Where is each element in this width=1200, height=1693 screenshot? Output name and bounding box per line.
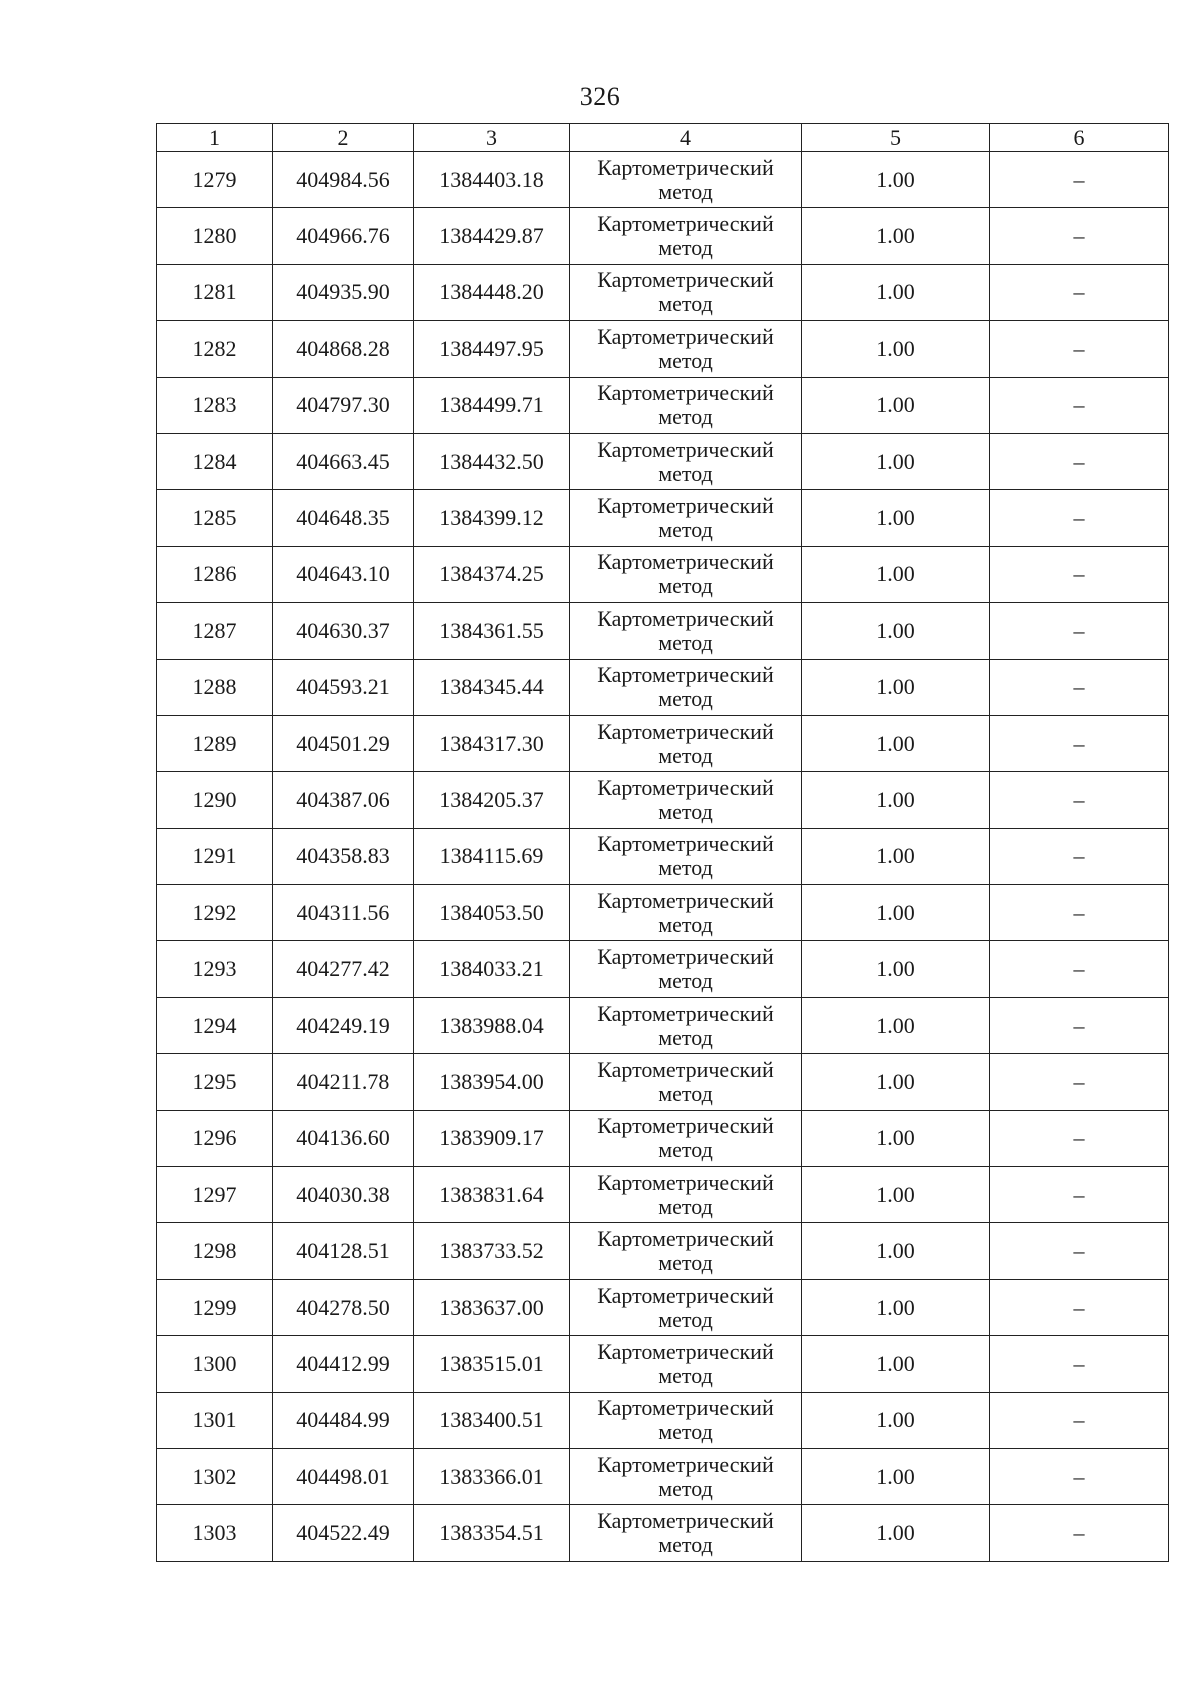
- point-number-cell: 1303: [157, 1505, 273, 1561]
- y-coordinate-cell: 1384399.12: [414, 490, 570, 546]
- accuracy-cell: 1.00: [802, 1054, 990, 1110]
- point-number-cell: 1283: [157, 377, 273, 433]
- note-cell: –: [990, 603, 1169, 659]
- method-line-1: Картометрический: [597, 718, 774, 744]
- x-coordinate-cell: 404412.99: [273, 1336, 414, 1392]
- point-number-cell: 1302: [157, 1448, 273, 1504]
- x-coordinate-cell: 404358.83: [273, 828, 414, 884]
- table-row: [157, 603, 1169, 659]
- method-cell: [570, 208, 802, 264]
- method-line-2: метод: [658, 1080, 713, 1106]
- page-number: 326: [579, 82, 621, 111]
- accuracy-cell: 1.00: [802, 208, 990, 264]
- point-number-cell: 1301: [157, 1392, 273, 1448]
- method-cell: [570, 1392, 802, 1448]
- table-row: [157, 1054, 1169, 1110]
- y-coordinate-cell: 1384432.50: [414, 433, 570, 489]
- note-cell: –: [990, 997, 1169, 1053]
- table-row: [157, 1110, 1169, 1166]
- table-row: [157, 208, 1169, 264]
- point-number-cell: 1284: [157, 433, 273, 489]
- point-number-cell: 1289: [157, 715, 273, 771]
- column-header-5: 5: [802, 124, 990, 152]
- method-cell: [570, 264, 802, 320]
- method-line-1: Картометрический: [597, 1508, 774, 1534]
- accuracy-cell: 1.00: [802, 546, 990, 602]
- method-cell: [570, 546, 802, 602]
- x-coordinate-cell: 404030.38: [273, 1167, 414, 1223]
- method-cell: [570, 1448, 802, 1504]
- y-coordinate-cell: 1384448.20: [414, 264, 570, 320]
- note-cell: –: [990, 264, 1169, 320]
- y-coordinate-cell: 1384361.55: [414, 603, 570, 659]
- x-coordinate-cell: 404128.51: [273, 1223, 414, 1279]
- method-cell: [570, 1167, 802, 1223]
- column-header-1: 1: [157, 124, 273, 152]
- accuracy-cell: 1.00: [802, 1223, 990, 1279]
- method-line-1: Картометрический: [597, 380, 774, 406]
- note-cell: –: [990, 1110, 1169, 1166]
- method-cell: [570, 941, 802, 997]
- accuracy-cell: 1.00: [802, 490, 990, 546]
- x-coordinate-cell: 404643.10: [273, 546, 414, 602]
- point-number-cell: 1286: [157, 546, 273, 602]
- method-cell: [570, 1110, 802, 1166]
- accuracy-cell: 1.00: [802, 152, 990, 208]
- method-cell: [570, 997, 802, 1053]
- point-number-cell: 1299: [157, 1279, 273, 1335]
- note-cell: –: [990, 941, 1169, 997]
- table-row: [157, 1505, 1169, 1561]
- note-cell: –: [990, 885, 1169, 941]
- column-header-4: 4: [570, 124, 802, 152]
- table-body: [157, 152, 1169, 1562]
- method-cell: [570, 659, 802, 715]
- y-coordinate-cell: 1383354.51: [414, 1505, 570, 1561]
- table-row: [157, 1167, 1169, 1223]
- x-coordinate-cell: 404593.21: [273, 659, 414, 715]
- accuracy-cell: 1.00: [802, 264, 990, 320]
- x-coordinate-cell: 404648.35: [273, 490, 414, 546]
- note-cell: –: [990, 152, 1169, 208]
- method-line-2: метод: [658, 573, 713, 599]
- note-cell: –: [990, 377, 1169, 433]
- point-number-cell: 1292: [157, 885, 273, 941]
- method-line-2: метод: [658, 798, 713, 824]
- x-coordinate-cell: 404277.42: [273, 941, 414, 997]
- method-cell: [570, 1279, 802, 1335]
- y-coordinate-cell: 1383909.17: [414, 1110, 570, 1166]
- method-line-2: метод: [658, 1137, 713, 1163]
- method-line-2: метод: [658, 235, 713, 261]
- method-line-2: метод: [658, 1419, 713, 1445]
- y-coordinate-cell: 1384374.25: [414, 546, 570, 602]
- accuracy-cell: 1.00: [802, 1167, 990, 1223]
- method-line-2: метод: [658, 911, 713, 937]
- method-cell: [570, 1505, 802, 1561]
- method-cell: [570, 1336, 802, 1392]
- table-row: [157, 1223, 1169, 1279]
- method-line-2: метод: [658, 178, 713, 204]
- x-coordinate-cell: 404966.76: [273, 208, 414, 264]
- method-line-2: метод: [658, 404, 713, 430]
- point-number-cell: 1285: [157, 490, 273, 546]
- x-coordinate-cell: 404387.06: [273, 772, 414, 828]
- accuracy-cell: 1.00: [802, 715, 990, 771]
- note-cell: –: [990, 1336, 1169, 1392]
- table-row: [157, 997, 1169, 1053]
- method-line-1: Картометрический: [597, 1338, 774, 1364]
- method-line-2: метод: [658, 968, 713, 994]
- point-number-cell: 1300: [157, 1336, 273, 1392]
- x-coordinate-cell: 404501.29: [273, 715, 414, 771]
- point-number-cell: 1290: [157, 772, 273, 828]
- x-coordinate-cell: 404484.99: [273, 1392, 414, 1448]
- x-coordinate-cell: 404211.78: [273, 1054, 414, 1110]
- column-header-2: 2: [273, 124, 414, 152]
- method-line-1: Картометрический: [597, 211, 774, 237]
- x-coordinate-cell: 404630.37: [273, 603, 414, 659]
- table-row: [157, 1448, 1169, 1504]
- y-coordinate-cell: 1383637.00: [414, 1279, 570, 1335]
- accuracy-cell: 1.00: [802, 828, 990, 884]
- y-coordinate-cell: 1383831.64: [414, 1167, 570, 1223]
- method-line-1: Картометрический: [597, 1451, 774, 1477]
- accuracy-cell: 1.00: [802, 433, 990, 489]
- method-cell: [570, 490, 802, 546]
- y-coordinate-cell: 1384429.87: [414, 208, 570, 264]
- method-cell: [570, 1223, 802, 1279]
- y-coordinate-cell: 1384205.37: [414, 772, 570, 828]
- table-row: [157, 715, 1169, 771]
- method-line-2: метод: [658, 517, 713, 543]
- method-line-2: метод: [658, 1532, 713, 1558]
- y-coordinate-cell: 1384317.30: [414, 715, 570, 771]
- x-coordinate-cell: 404522.49: [273, 1505, 414, 1561]
- method-line-2: метод: [658, 1250, 713, 1276]
- accuracy-cell: 1.00: [802, 772, 990, 828]
- method-line-1: Картометрический: [597, 323, 774, 349]
- note-cell: –: [990, 208, 1169, 264]
- x-coordinate-cell: 404249.19: [273, 997, 414, 1053]
- point-number-cell: 1296: [157, 1110, 273, 1166]
- accuracy-cell: 1.00: [802, 1392, 990, 1448]
- note-cell: –: [990, 1223, 1169, 1279]
- method-line-1: Картометрический: [597, 1395, 774, 1421]
- method-line-1: Картометрический: [597, 267, 774, 293]
- accuracy-cell: 1.00: [802, 1110, 990, 1166]
- method-cell: [570, 1054, 802, 1110]
- method-cell: [570, 433, 802, 489]
- table-row: [157, 1392, 1169, 1448]
- note-cell: –: [990, 1392, 1169, 1448]
- table-row: [157, 659, 1169, 715]
- y-coordinate-cell: 1384053.50: [414, 885, 570, 941]
- method-line-1: Картометрический: [597, 493, 774, 519]
- method-line-2: метод: [658, 1306, 713, 1332]
- y-coordinate-cell: 1384499.71: [414, 377, 570, 433]
- point-number-cell: 1298: [157, 1223, 273, 1279]
- table-row: [157, 772, 1169, 828]
- point-number-cell: 1287: [157, 603, 273, 659]
- method-line-2: метод: [658, 686, 713, 712]
- point-number-cell: 1293: [157, 941, 273, 997]
- method-cell: [570, 772, 802, 828]
- method-line-1: Картометрический: [597, 662, 774, 688]
- x-coordinate-cell: 404797.30: [273, 377, 414, 433]
- method-line-1: Картометрический: [597, 1169, 774, 1195]
- table-row: [157, 1279, 1169, 1335]
- note-cell: –: [990, 546, 1169, 602]
- table-row: [157, 490, 1169, 546]
- point-number-cell: 1279: [157, 152, 273, 208]
- method-line-2: метод: [658, 460, 713, 486]
- note-cell: –: [990, 1505, 1169, 1561]
- table-row: [157, 885, 1169, 941]
- x-coordinate-cell: 404984.56: [273, 152, 414, 208]
- point-number-cell: 1282: [157, 321, 273, 377]
- method-line-2: метод: [658, 347, 713, 373]
- table-row: [157, 321, 1169, 377]
- x-coordinate-cell: 404136.60: [273, 1110, 414, 1166]
- method-line-1: Картометрический: [597, 1282, 774, 1308]
- table-row: [157, 264, 1169, 320]
- accuracy-cell: 1.00: [802, 997, 990, 1053]
- method-cell: [570, 152, 802, 208]
- point-number-cell: 1291: [157, 828, 273, 884]
- note-cell: –: [990, 1054, 1169, 1110]
- method-cell: [570, 715, 802, 771]
- point-number-cell: 1294: [157, 997, 273, 1053]
- note-cell: –: [990, 490, 1169, 546]
- column-header-6: 6: [990, 124, 1169, 152]
- method-cell: [570, 603, 802, 659]
- note-cell: –: [990, 321, 1169, 377]
- y-coordinate-cell: 1384033.21: [414, 941, 570, 997]
- method-line-1: Картометрический: [597, 887, 774, 913]
- point-number-cell: 1280: [157, 208, 273, 264]
- coordinates-table: [156, 123, 1169, 1562]
- accuracy-cell: 1.00: [802, 941, 990, 997]
- x-coordinate-cell: 404311.56: [273, 885, 414, 941]
- x-coordinate-cell: 404935.90: [273, 264, 414, 320]
- table-row: [157, 941, 1169, 997]
- point-number-cell: 1295: [157, 1054, 273, 1110]
- accuracy-cell: 1.00: [802, 659, 990, 715]
- y-coordinate-cell: 1383988.04: [414, 997, 570, 1053]
- y-coordinate-cell: 1383366.01: [414, 1448, 570, 1504]
- x-coordinate-cell: 404663.45: [273, 433, 414, 489]
- method-line-1: Картометрический: [597, 549, 774, 575]
- table-row: [157, 828, 1169, 884]
- table-row: [157, 546, 1169, 602]
- accuracy-cell: 1.00: [802, 1505, 990, 1561]
- point-number-cell: 1281: [157, 264, 273, 320]
- note-cell: –: [990, 1279, 1169, 1335]
- accuracy-cell: 1.00: [802, 321, 990, 377]
- y-coordinate-cell: 1383515.01: [414, 1336, 570, 1392]
- note-cell: –: [990, 772, 1169, 828]
- method-line-2: метод: [658, 291, 713, 317]
- method-cell: [570, 885, 802, 941]
- method-line-2: метод: [658, 1362, 713, 1388]
- note-cell: –: [990, 433, 1169, 489]
- y-coordinate-cell: 1383400.51: [414, 1392, 570, 1448]
- header-row: [157, 124, 1169, 152]
- accuracy-cell: 1.00: [802, 377, 990, 433]
- note-cell: –: [990, 828, 1169, 884]
- method-line-1: Картометрический: [597, 154, 774, 180]
- table-row: [157, 377, 1169, 433]
- method-line-2: метод: [658, 742, 713, 768]
- method-cell: [570, 321, 802, 377]
- method-line-1: Картометрический: [597, 605, 774, 631]
- method-line-1: Картометрический: [597, 1226, 774, 1252]
- table-row: [157, 152, 1169, 208]
- note-cell: –: [990, 715, 1169, 771]
- method-line-2: метод: [658, 629, 713, 655]
- table-row: [157, 1336, 1169, 1392]
- y-coordinate-cell: 1384497.95: [414, 321, 570, 377]
- method-cell: [570, 828, 802, 884]
- accuracy-cell: 1.00: [802, 1279, 990, 1335]
- note-cell: –: [990, 1167, 1169, 1223]
- method-line-2: метод: [658, 1024, 713, 1050]
- y-coordinate-cell: 1384345.44: [414, 659, 570, 715]
- x-coordinate-cell: 404868.28: [273, 321, 414, 377]
- method-line-1: Картометрический: [597, 1000, 774, 1026]
- method-line-1: Картометрический: [597, 436, 774, 462]
- y-coordinate-cell: 1384403.18: [414, 152, 570, 208]
- y-coordinate-cell: 1384115.69: [414, 828, 570, 884]
- point-number-cell: 1297: [157, 1167, 273, 1223]
- method-line-2: метод: [658, 1475, 713, 1501]
- y-coordinate-cell: 1383954.00: [414, 1054, 570, 1110]
- table-row: [157, 433, 1169, 489]
- accuracy-cell: 1.00: [802, 1336, 990, 1392]
- point-number-cell: 1288: [157, 659, 273, 715]
- x-coordinate-cell: 404278.50: [273, 1279, 414, 1335]
- method-line-2: метод: [658, 1193, 713, 1219]
- method-line-1: Картометрический: [597, 831, 774, 857]
- note-cell: –: [990, 659, 1169, 715]
- method-cell: [570, 377, 802, 433]
- y-coordinate-cell: 1383733.52: [414, 1223, 570, 1279]
- method-line-1: Картометрический: [597, 774, 774, 800]
- accuracy-cell: 1.00: [802, 885, 990, 941]
- accuracy-cell: 1.00: [802, 1448, 990, 1504]
- method-line-1: Картометрический: [597, 1113, 774, 1139]
- accuracy-cell: 1.00: [802, 603, 990, 659]
- note-cell: –: [990, 1448, 1169, 1504]
- x-coordinate-cell: 404498.01: [273, 1448, 414, 1504]
- column-header-3: 3: [414, 124, 570, 152]
- method-line-2: метод: [658, 855, 713, 881]
- method-line-1: Картометрический: [597, 1056, 774, 1082]
- method-line-1: Картометрический: [597, 944, 774, 970]
